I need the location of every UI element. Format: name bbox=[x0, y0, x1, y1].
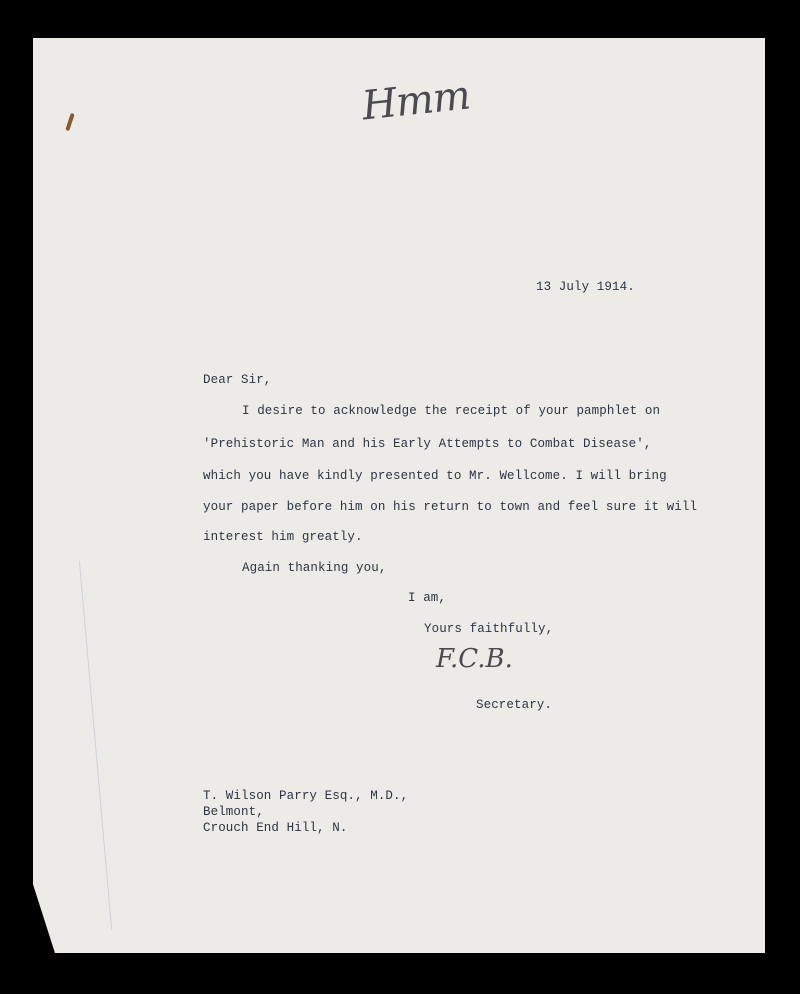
address-line-3: Crouch End Hill, N. bbox=[203, 821, 348, 835]
closing-thanks: Again thanking you, bbox=[242, 561, 387, 575]
body-line-2: 'Prehistoric Man and his Early Attempts to Combat Disease', bbox=[203, 437, 652, 451]
address-line-2: Belmont, bbox=[203, 805, 264, 819]
body-line-5: interest him greatly. bbox=[203, 530, 363, 544]
salutation: Dear Sir, bbox=[203, 373, 272, 387]
body-line-1: I desire to acknowledge the receipt of your pamphlet on bbox=[242, 404, 661, 418]
body-line-3: which you have kindly presented to Mr. Wellcome. I will bring bbox=[203, 469, 667, 483]
signature-initials: F.C.B. bbox=[436, 644, 513, 674]
letter-date: 13 July 1914. bbox=[536, 280, 635, 294]
handwritten-annotation: Hmm bbox=[359, 72, 472, 130]
address-line-1: T. Wilson Parry Esq., M.D., bbox=[203, 789, 409, 803]
letter-paper bbox=[33, 38, 765, 953]
signature-title: Secretary. bbox=[476, 698, 553, 712]
closing-i-am: I am, bbox=[408, 591, 447, 605]
closing-yours-faithfully: Yours faithfully, bbox=[424, 622, 554, 636]
body-line-4: your paper before him on his return to town and feel sure it will bbox=[203, 500, 698, 514]
